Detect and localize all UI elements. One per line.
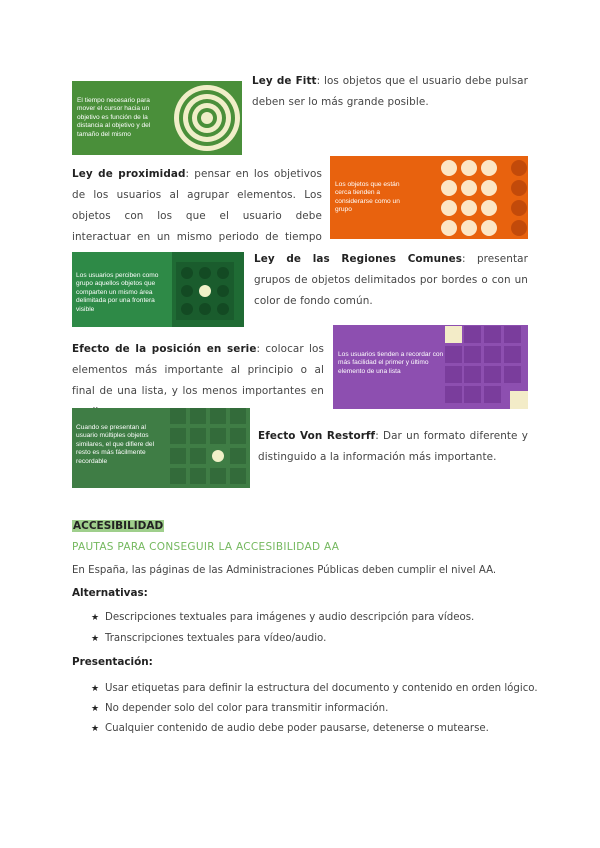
proximity-card-text: Los objetos que están cerca tienden a considerarse como un grupo	[335, 181, 400, 214]
fitts-text: : los objetos que el usuario debe pulsar deben ser lo más grande posible.	[252, 75, 528, 108]
fitts-illustration	[72, 81, 242, 155]
star-icon: ★	[91, 724, 100, 734]
restorff-paragraph	[258, 426, 528, 468]
serial-illustration	[333, 325, 528, 409]
list-item: ★ Usar etiquetas para definir la estructura del documento y contenido en orden lógico.	[91, 683, 538, 694]
proximity-illustration	[330, 156, 528, 239]
serial-text: : colocar los elementos más importante al principio o al final de una lista, y los menos importantes en	[72, 343, 324, 397]
restorff-illustration	[72, 408, 250, 488]
regions-card-text: Los usuarios perciben como grupo aquellos objetos que comparten un mismo área delimitada por una frontera visible	[76, 272, 159, 313]
fitts-card-text: El tiempo necesario para mover el cursor hacia un objetivo es función de la distancia al objetivo y del tamaño del mismo	[77, 97, 151, 138]
region-dots-icon	[176, 262, 234, 320]
regions-term: Ley de las Regiones Comunes	[254, 253, 463, 265]
section-title: ACCESIBILIDAD	[73, 520, 164, 532]
star-icon: ★	[91, 634, 100, 644]
intro-line: En España, las páginas de las Administraciones Públicas deben cumplir el nivel AA.	[72, 565, 497, 576]
dot-groups-icon	[435, 156, 528, 239]
restorff-text: : Dar un formato diferente y distinguido a la información más importante.	[258, 430, 529, 463]
fitts-term: Ley de Fitt	[252, 75, 317, 87]
star-icon: ★	[91, 684, 100, 694]
presentation-label: Presentación:	[72, 656, 153, 668]
grid-highlight-icon	[170, 408, 250, 488]
regions-paragraph	[254, 249, 528, 312]
list-item: ★ Transcripciones textuales para vídeo/audio.	[91, 633, 327, 644]
restorff-card-text: Cuando se presentan al usuario múltiples objetos similares, el que difiere del resto es más fácilmente recordable	[76, 424, 155, 465]
list-item: ★ Cualquier contenido de audio debe poder pausarse, detenerse o mutearse.	[91, 723, 489, 734]
serial-term: Efecto de la posición en serie	[72, 343, 257, 355]
fitts-paragraph	[252, 71, 528, 113]
star-icon: ★	[91, 613, 100, 623]
proximity-text: : pensar en los objetivos de los usuarios al agrupar elementos. Los objetos con los que el usuario debe interactuar en un mismo periodo de tiempo	[72, 168, 322, 243]
target-icon	[172, 83, 242, 153]
proximity-term: Ley de proximidad	[72, 168, 186, 180]
restorff-term: Efecto Von Restorff	[258, 430, 376, 442]
list-grid-icon	[445, 325, 528, 409]
alternatives-label: Alternativas:	[72, 587, 148, 599]
star-icon: ★	[91, 704, 100, 714]
list-item: ★ No depender solo del color para transmitir información.	[91, 703, 389, 714]
list-item: ★ Descripciones textuales para imágenes y audio descripción para vídeos.	[91, 612, 475, 623]
regions-illustration	[72, 252, 244, 327]
section-subtitle: PAUTAS PARA CONSEGUIR LA ACCESIBILIDAD AA	[72, 541, 340, 553]
serial-card-text: Los usuarios tienden a recordar con más facilidad el primer y último elemento de una lista	[338, 351, 444, 375]
regions-text: : presentar grupos de objetos delimitados por bordes o con un color de fondo común.	[254, 253, 528, 307]
